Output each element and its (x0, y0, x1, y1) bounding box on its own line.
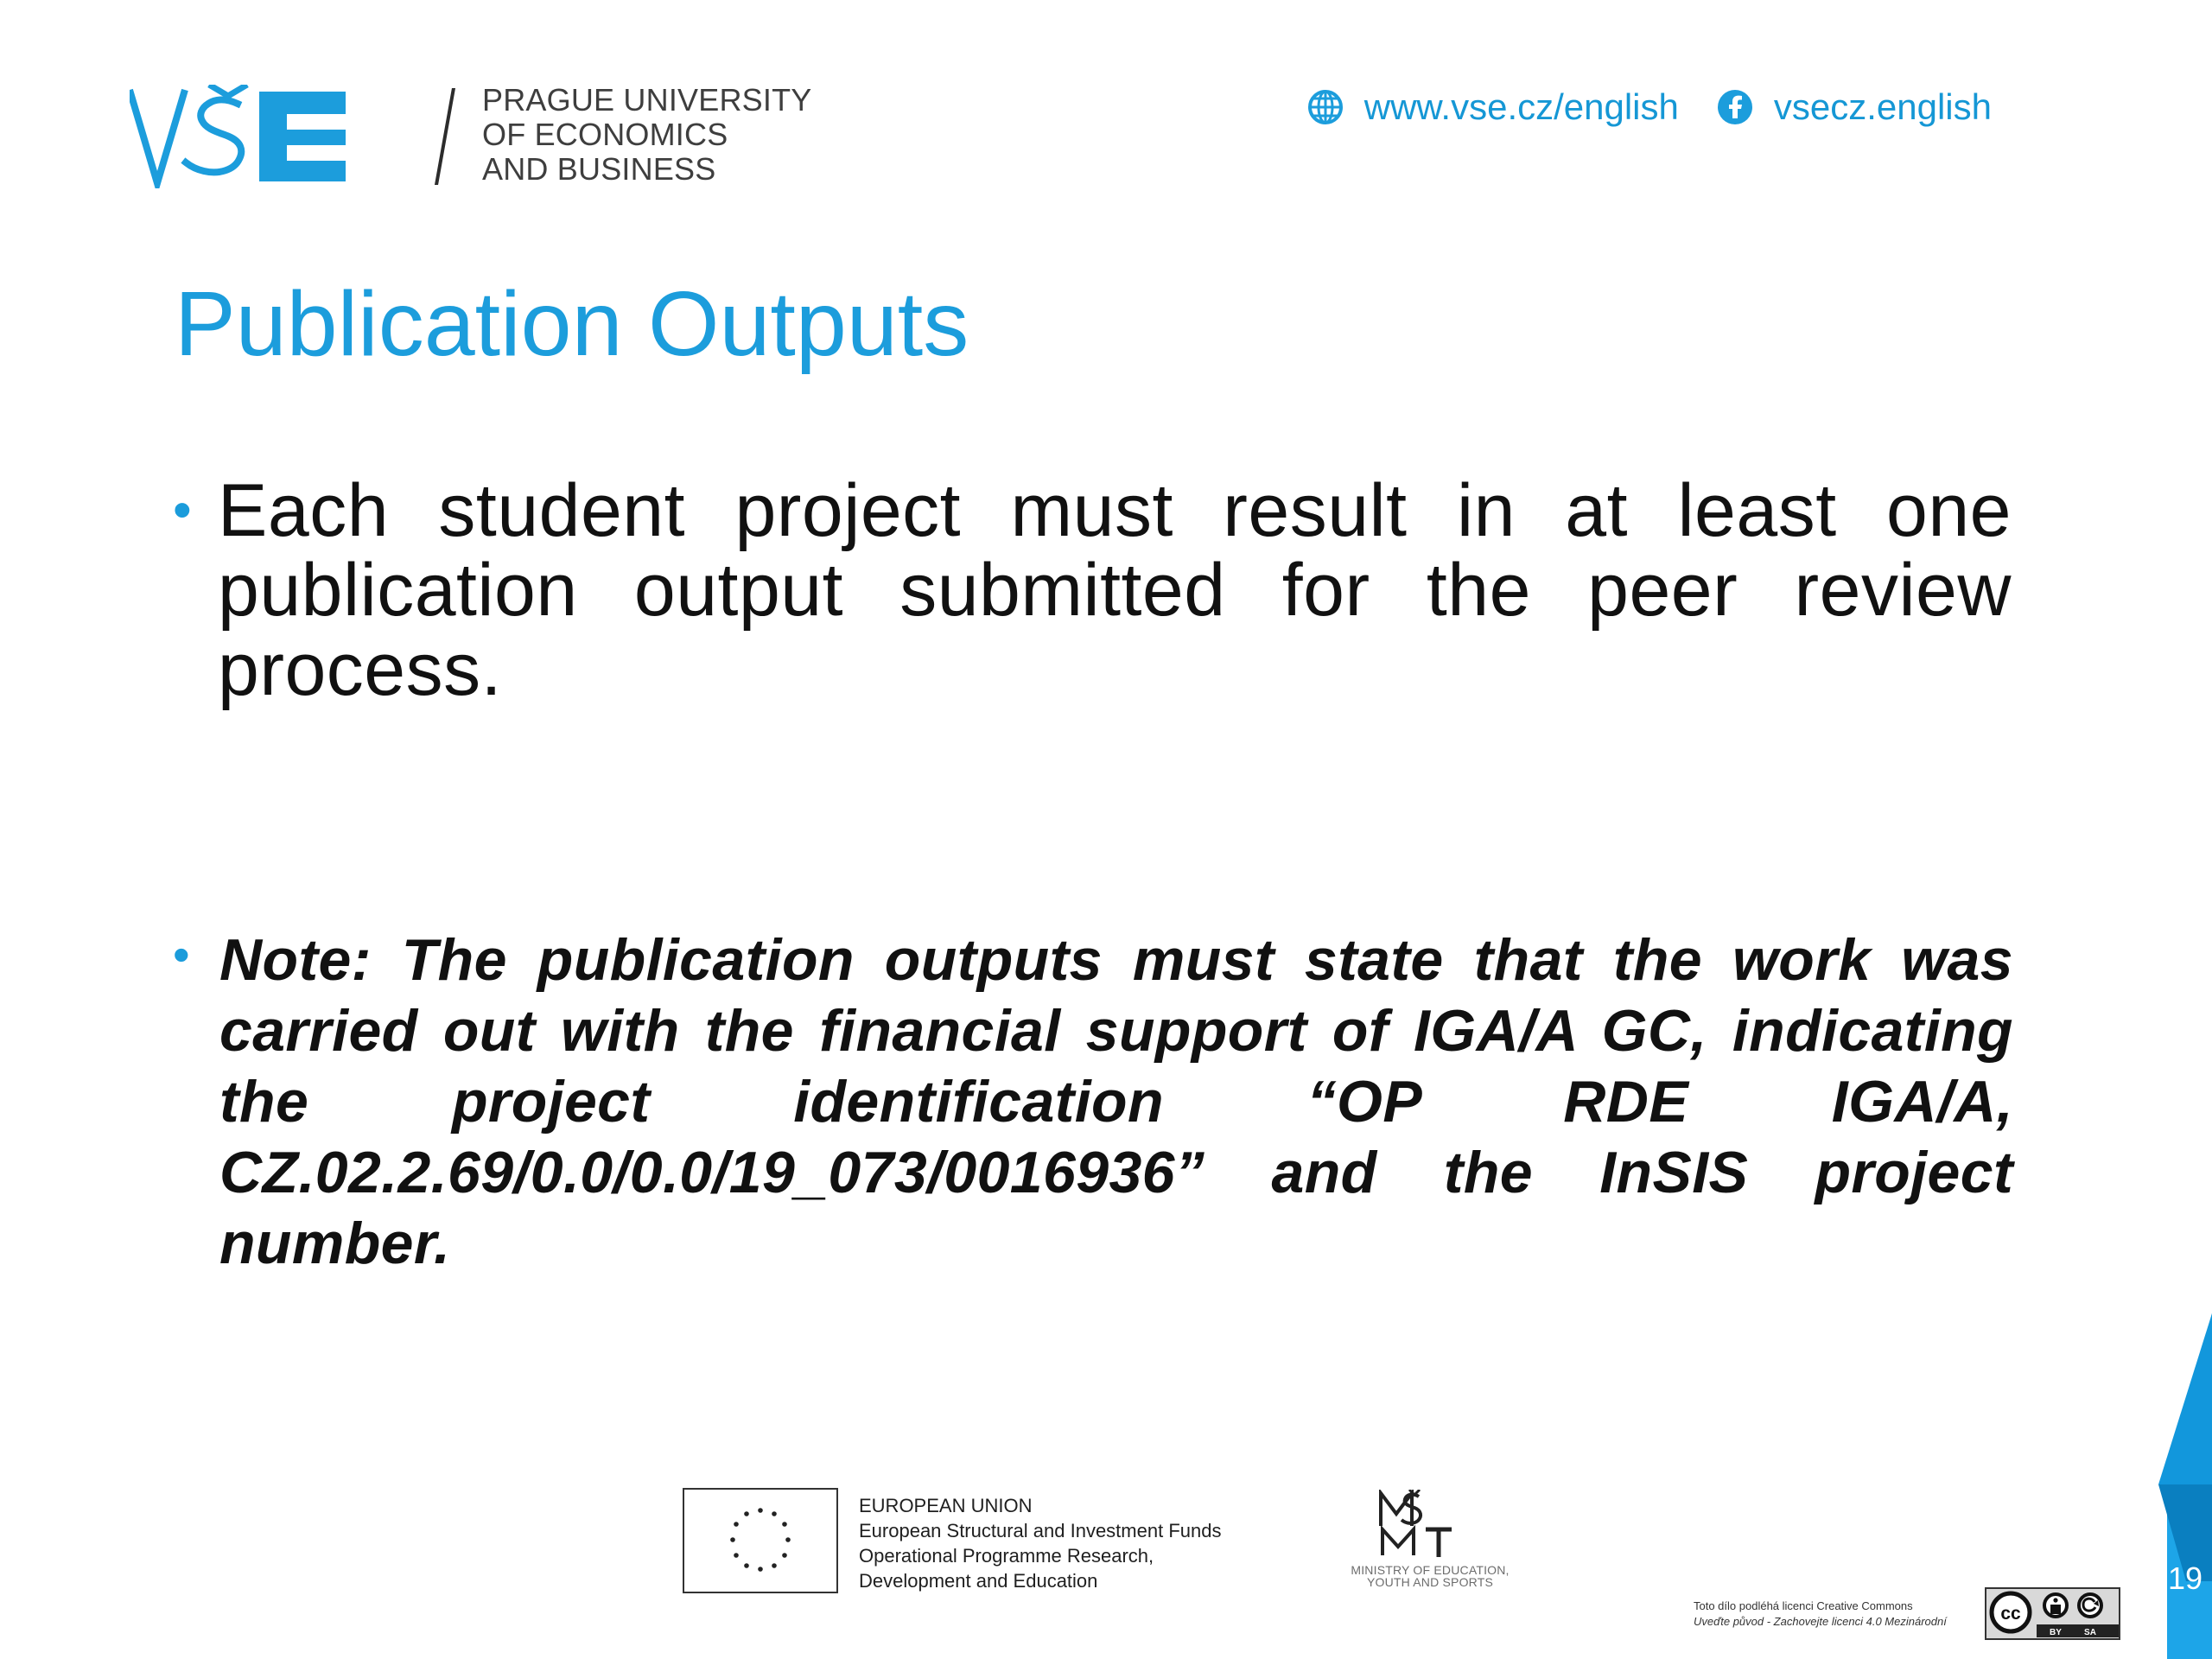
bullet-item (173, 471, 2013, 721)
svg-text:cc: cc (2000, 1604, 2021, 1624)
slide-title: Publication Outputs (175, 273, 969, 375)
vse-logo-mark (130, 85, 346, 188)
bullet-marker: • (173, 480, 192, 540)
license-line: Toto dílo podléhá licenci Creative Commons (1694, 1599, 1913, 1612)
eu-flag (683, 1488, 838, 1593)
header-links (1306, 83, 1992, 131)
ministry-text (1322, 1564, 1538, 1588)
eu-line: European Structural and Investment Funds (859, 1520, 1222, 1541)
license-badge-sa-label: SA (2084, 1628, 2096, 1637)
logo-divider (428, 88, 462, 185)
page-number: 19 (2167, 1560, 2203, 1596)
bullet-text: Each student project must result in at least one publication output submitted for the peer review process. (218, 469, 2012, 711)
eu-stars-icon (684, 1490, 836, 1592)
license-badge-by-label: BY (2050, 1628, 2062, 1637)
facebook-link[interactable] (1715, 86, 1992, 128)
logo-text (482, 83, 811, 187)
facebook-link-label: vsecz.english (1773, 86, 1992, 127)
bullet-item (173, 925, 2013, 1276)
eu-program-text (859, 1493, 1221, 1593)
license-text (1694, 1599, 1974, 1630)
logo-line: OF ECONOMICS (482, 117, 728, 152)
website-link[interactable] (1306, 86, 1679, 128)
bullet-text: Note: The publication outputs must state that the work was carried out with the financial support of IGA/A GC, indicating the project identification “OP RDE IGA/A, CZ.02.2.69/0.0/0.0/19_073/0016936” and the InSIS project number. (219, 927, 2013, 1276)
eu-line: EUROPEAN UNION (859, 1495, 1033, 1516)
website-link-label: www.vse.cz/english (1363, 86, 1679, 127)
ministry-line: MINISTRY OF EDUCATION, (1351, 1563, 1510, 1577)
license-line: Uveďte původ - Zachovejte licenci 4.0 Mezinárodní (1694, 1615, 1947, 1628)
university-logo (130, 82, 812, 188)
corner-graphic (2127, 1313, 2212, 1659)
ministry-line: YOUTH AND SPORTS (1366, 1575, 1494, 1589)
ministry-logo (1374, 1490, 1478, 1560)
logo-line: PRAGUE UNIVERSITY (482, 82, 812, 118)
globe-icon (1306, 87, 1345, 127)
eu-line: Operational Programme Research, (859, 1545, 1154, 1567)
bullet-marker: • (173, 927, 190, 982)
logo-line: AND BUSINESS (482, 151, 716, 187)
creative-commons-badge (1985, 1587, 2120, 1640)
facebook-icon (1715, 87, 1755, 127)
eu-line: Development and Education (859, 1570, 1098, 1592)
